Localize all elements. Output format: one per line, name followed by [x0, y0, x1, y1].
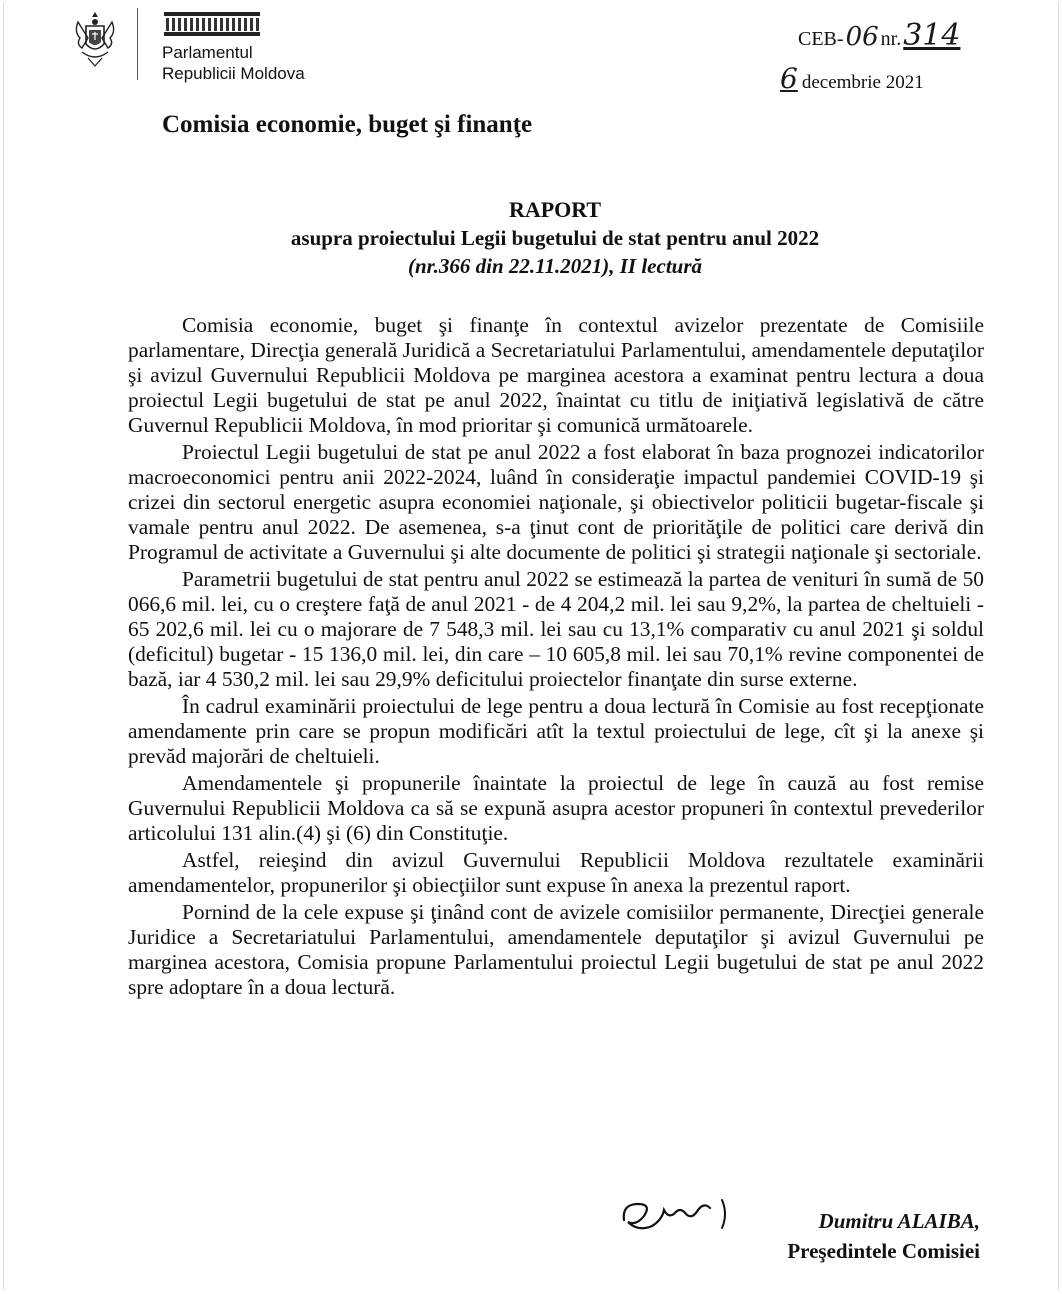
reg-prefix: CEB- — [798, 28, 844, 50]
parliament-building-icon — [162, 10, 262, 38]
signatory-name: Dumitru ALAIBA, — [818, 1209, 980, 1233]
signatory-block — [787, 1206, 980, 1266]
coat-of-arms-icon — [70, 8, 120, 70]
report-reference: (nr.366 din 22.11.2021), II lectură — [407, 254, 703, 278]
paragraph: Proiectul Legii bugetului de stat pe anul 2022 a fost elaborat în baza prognozei indicatorilor macroeconomici pentru anii 2022-2024, luând în consideraţie impactul pandemiei COVID-19 şi crizei din sectorul energetic asupra economiei naţionale, şi obiectivelor politicii bugetar-fiscale şi vamale pentru anul 2022. De asemenea, s-a ţinut cont de priorităţile de politici care derivă din Programul de activitate a Guvernului şi alte documente de politici şi strategii naţionale şi sectoriale. — [128, 440, 984, 564]
institution-line-2: Republicii Moldova — [162, 64, 305, 83]
institution-line-1: Parlamentul — [162, 43, 253, 62]
paragraph: Parametrii bugetului de stat pentru anul 2022 se estimează la partea de venituri în sumă de 50 066,6 mil. lei, cu o creştere faţă de anul 2021 - de 4 204,2 mil. lei sau 9,2%, la partea de cheltuieli - 65 202,6 mil. lei cu o majorare de 7 548,3 mil. lei sau cu 13,1% comparativ cu anul 2021 şi soldul (deficitul) bugetar - 15 136,0 mil. lei, din care – 10 605,8 mil. lei sau 70,1% revine componentei de bază, iar 4 530,2 mil. lei sau 29,9% deficitului proiectelor finanţate din surse externe. — [128, 567, 984, 691]
report-title: RAPORT — [508, 197, 602, 222]
date-handwritten-day: 6 — [780, 62, 798, 95]
registration-number — [798, 18, 960, 53]
handwritten-signature — [618, 1192, 738, 1238]
date-text: decembrie 2021 — [801, 72, 924, 93]
report-subtitle: asupra proiectului Legii bugetului de stat pentru anul 2022 — [290, 226, 820, 250]
reg-nr-label: nr. — [880, 28, 902, 50]
commission-name: Comisia economie, buget şi finanţe — [162, 111, 533, 138]
report-title-block — [130, 196, 980, 280]
reg-handwritten-code: 06 — [845, 22, 879, 52]
report-body — [128, 313, 984, 1002]
paragraph: Astfel, reieşind din avizul Guvernului Republicii Moldova rezultatele examinării amendamentelor, propunerilor şi obiecţiilor sunt expuse în anexa la prezentul raport. — [128, 848, 984, 897]
paragraph: Pornind de la cele expuse şi ţinând cont de avizele comisiilor permanente, Direcţiei generale Juridice a Secretariatului Parlamentului, amendamentele deputaţilor şi avizul Guvernului pe marginea acestora, Comisia propune Parlamentului proiectul Legii bugetului de stat pe anul 2022 spre adoptare în a doua lectură. — [128, 900, 984, 999]
document-date — [780, 62, 924, 95]
signatory-role: Preşedintele Comisiei — [787, 1239, 980, 1263]
paragraph: Comisia economie, buget şi finanţe în contextul avizelor prezentate de Comisiile parlamentare, Direcţia generală Juridică a Secretariatului Parlamentului, amendamentele deputaţilor şi avizul Guvernului Republicii Moldova pe marginea acestora a examinat pentru lectura a doua proiectul Legii bugetului de stat pe anul 2022, înaintat cu titlu de iniţiativă legislativă de către Guvernul Republicii Moldova, în mod prioritar şi comunică următoarele. — [128, 313, 984, 437]
paragraph: În cadrul examinării proiectului de lege pentru a doua lectură în Comisie au fost recepţionate amendamente prin care se propun modificări atît la textul proiectului de lege, cît şi la anexe şi prevăd majorări de cheltuieli. — [128, 694, 984, 768]
reg-handwritten-number: 314 — [903, 18, 961, 53]
institution-name — [162, 42, 305, 84]
paragraph: Amendamentele şi propunerile înaintate la proiectul de lege în cauză au fost remise Guvernului Republicii Moldova ca să se expună asupra acestor propuneri în contextul prevederilor articolului 131 alin.(4) şi (6) din Constituţie. — [128, 771, 984, 845]
header-divider — [137, 8, 138, 80]
